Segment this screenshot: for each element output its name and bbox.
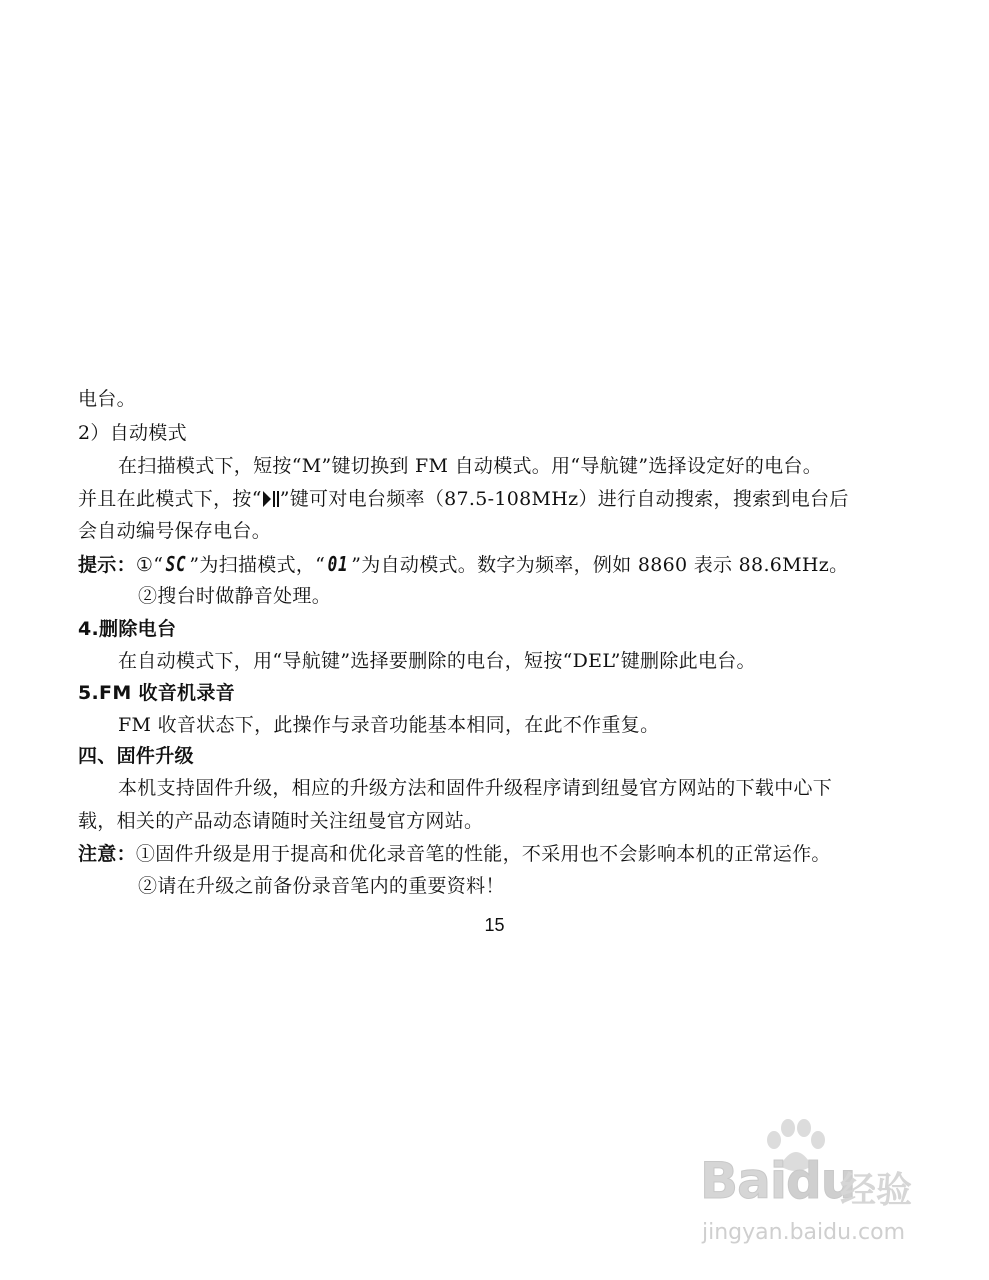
page-number: 15 xyxy=(484,915,505,935)
text-line xyxy=(78,486,849,512)
note-label: 注意： xyxy=(78,843,136,865)
text-line: 本机支持固件升级，相应的升级方法和固件升级程序请到纽曼官方网站的下载中心下 xyxy=(118,777,833,799)
baidu-watermark xyxy=(700,1138,940,1248)
watermark-brand-cn: 经验 xyxy=(840,1170,913,1211)
text-line: ②搜台时做静音处理。 xyxy=(138,585,332,607)
text-fragment: ①固件升级是用于提高和优化录音笔的性能，不采用也不会影响本机的正常运作。 xyxy=(135,843,831,865)
text-line: 电台。 xyxy=(78,388,136,410)
tip-label: 提示： xyxy=(78,554,136,576)
text-fragment: ”为自动模式。数字为频率，例如 8860 表示 88.6MHz。 xyxy=(351,554,849,576)
lcd-scan-symbol: SC xyxy=(165,552,187,576)
text-fragment: 并且在此模式下，按“ xyxy=(78,488,262,510)
tip-line xyxy=(78,551,848,578)
lcd-auto-symbol: 01 xyxy=(327,552,349,576)
text-fragment: ”为扫描模式，“ xyxy=(189,554,326,576)
subsection-heading: 2）自动模式 xyxy=(78,422,187,444)
watermark-brand: Baidu xyxy=(700,1152,856,1210)
text-line: FM 收音状态下，此操作与录音功能基本相同，在此不作重复。 xyxy=(118,714,660,736)
text-fragment: ①“ xyxy=(135,554,164,576)
chapter-heading: 四、固件升级 xyxy=(78,745,194,767)
text-line: 会自动编号保存电台。 xyxy=(78,520,272,542)
play-pause-icon xyxy=(263,491,279,507)
text-fragment: ”键可对电台频率（87.5-108MHz）进行自动搜索，搜索到电台后 xyxy=(279,488,849,510)
section-heading: 5.FM 收音机录音 xyxy=(78,682,235,704)
note-line xyxy=(78,841,831,867)
text-line: 在扫描模式下，短按“M”键切换到 FM 自动模式。用“导航键”选择设定好的电台。 xyxy=(118,455,823,477)
text-line: 载，相关的产品动态请随时关注纽曼官方网站。 xyxy=(78,810,484,832)
section-heading: 4.删除电台 xyxy=(78,618,177,640)
watermark-url: jingyan.baidu.com xyxy=(702,1220,906,1245)
text-line: 在自动模式下，用“导航键”选择要删除的电台，短按“DEL”键删除此电台。 xyxy=(118,650,756,672)
text-line: ②请在升级之前备份录音笔内的重要资料！ xyxy=(138,875,505,897)
